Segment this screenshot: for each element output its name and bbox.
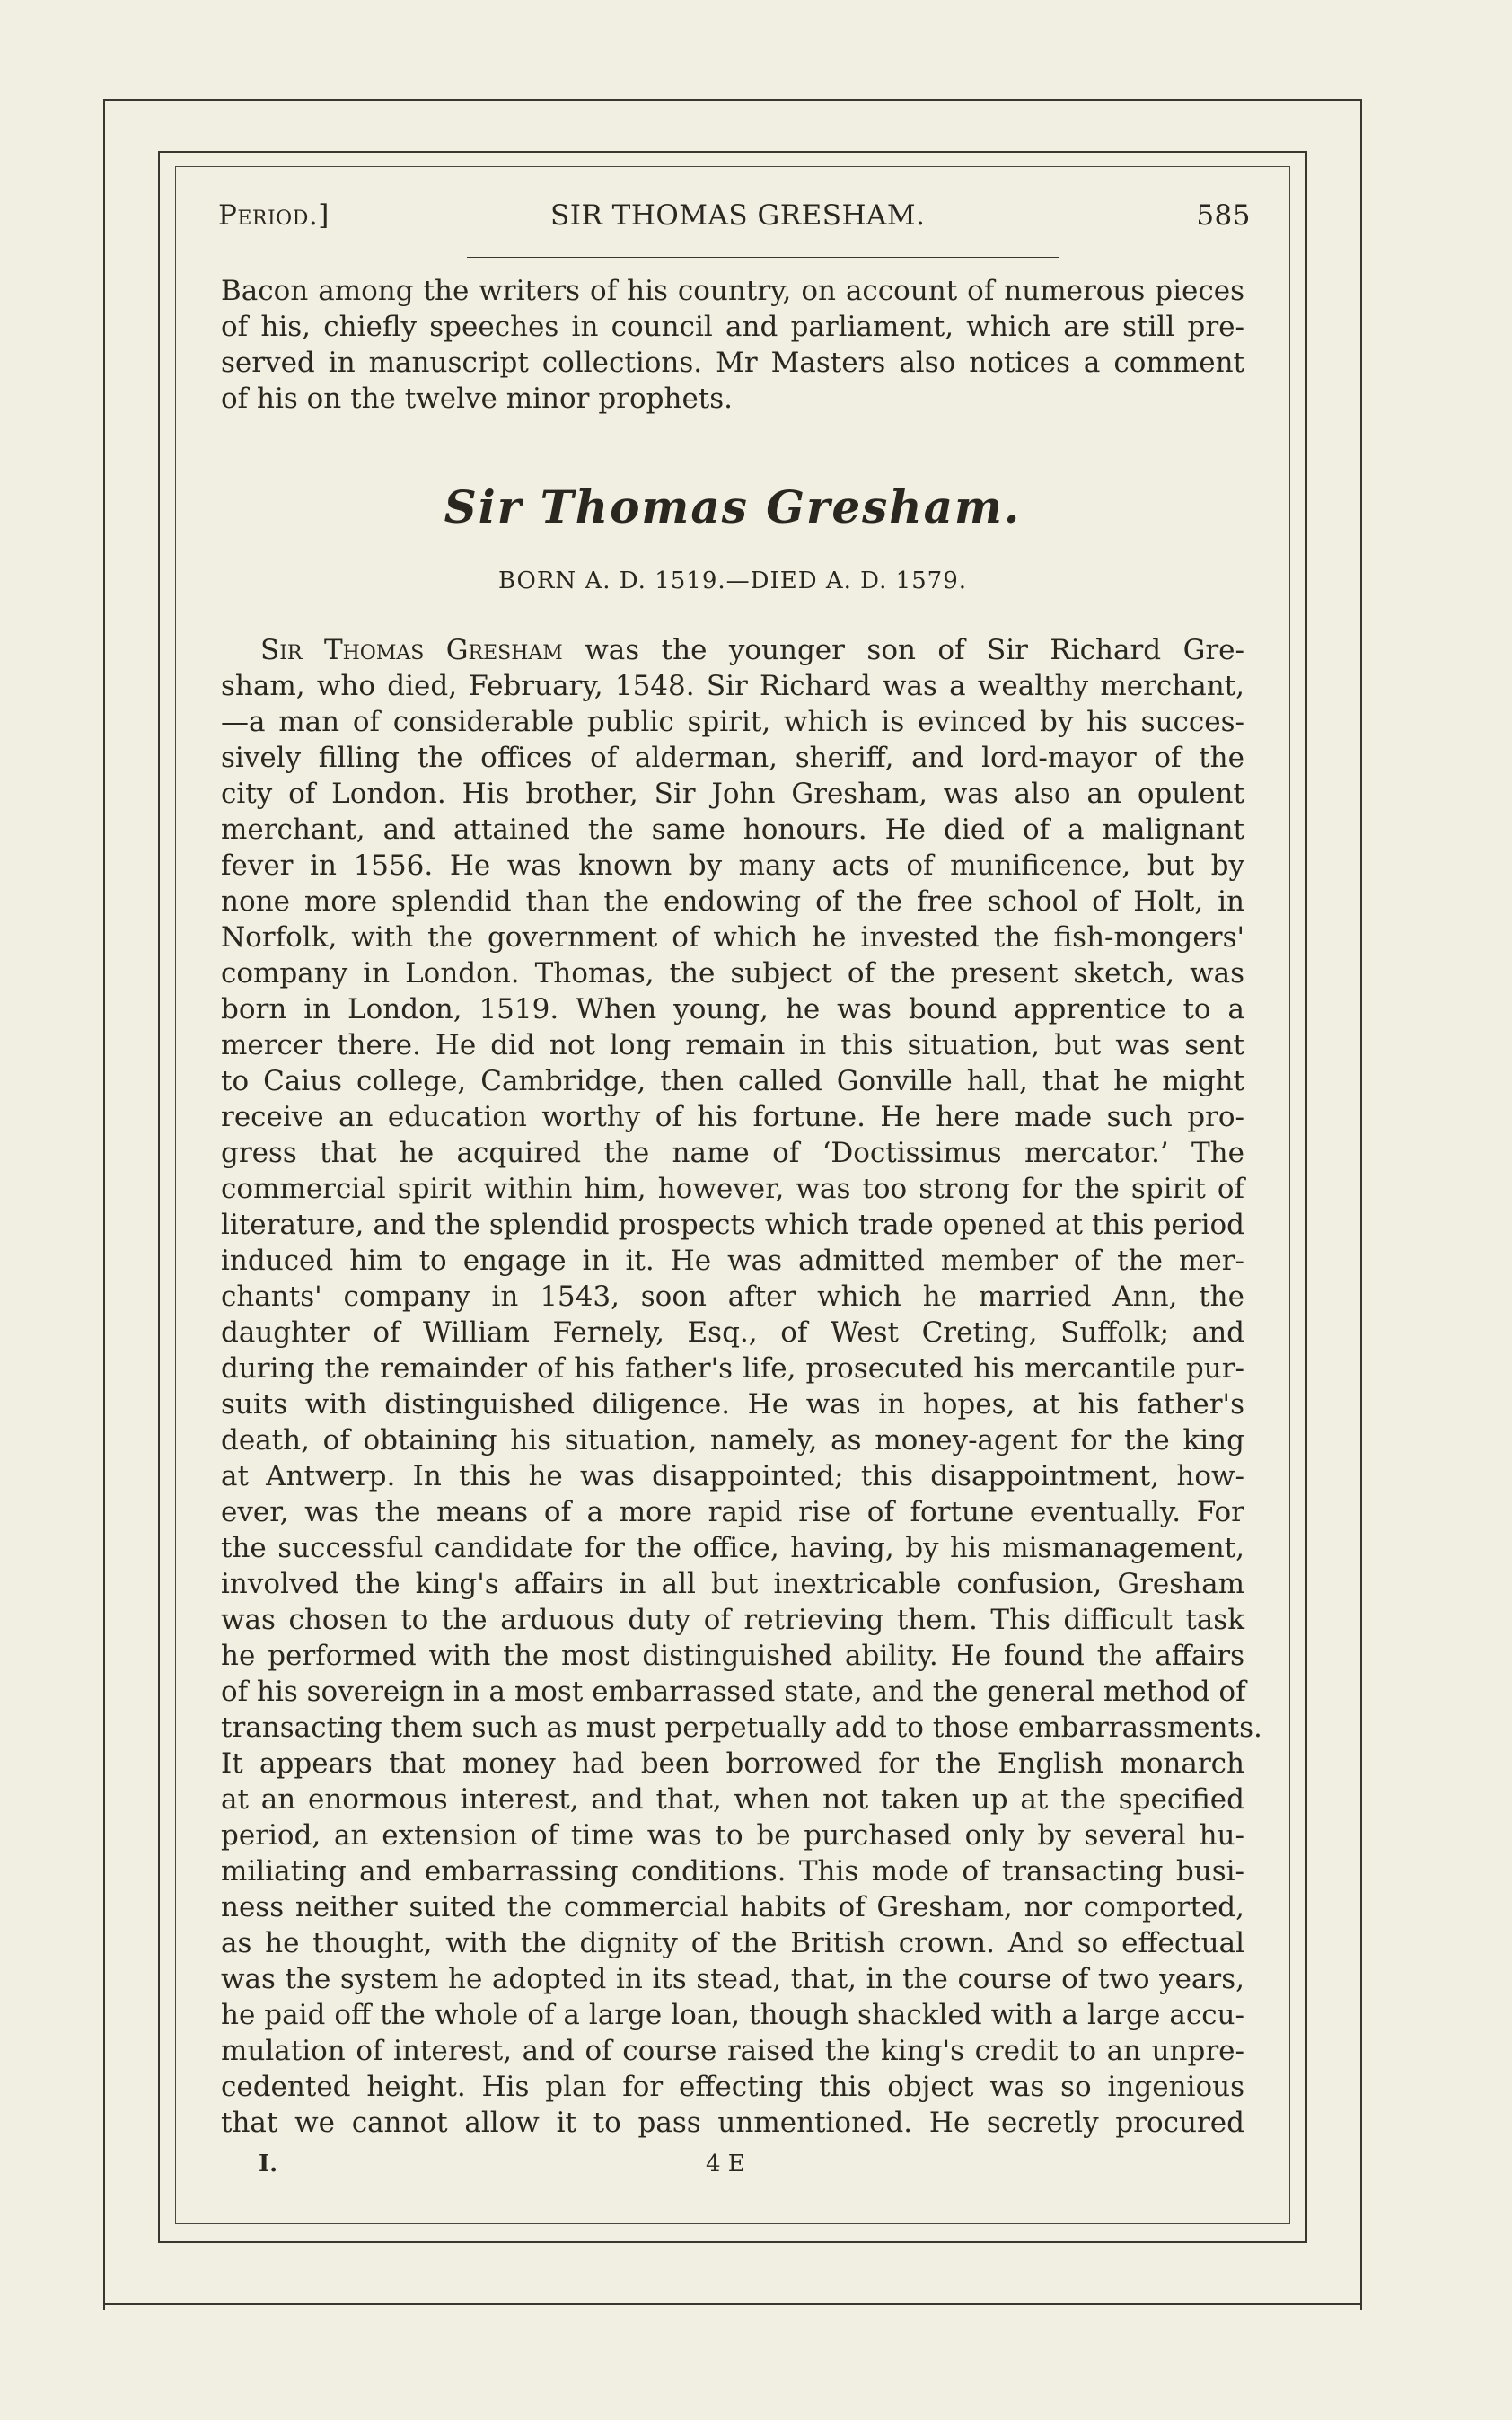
text-line: death, of obtaining his situation, namely, as money-agent for the king [221,1424,1244,1456]
text-line: cedented height. His plan for effecting this object was so ingenious [221,2071,1244,2103]
signature-mark-left: I. [259,2151,278,2178]
article-body [221,632,1262,2141]
article-title: Sir Thomas Gresham. [444,480,1022,533]
text-line: receive an education worthy of his fortune. He here made such pro- [221,1101,1244,1133]
text-line: of his sovereign in a most embarrassed state, and the general method of [221,1676,1246,1708]
text-line: company in London. Thomas, the subject of the present sketch, was [221,957,1244,990]
text-line: sham, who died, February, 1548. Sir Richard was a wealthy merchant, [221,670,1244,702]
text-line: was the system he adopted in its stead, that, in the course of two years, [221,1963,1244,1995]
header-title: SIR THOMAS GRESHAM. [550,199,926,232]
running-header [218,199,1251,239]
text-line: he paid off the whole of a large loan, though shackled with a large accu- [221,1999,1244,2031]
text-line: merchant, and attained the same honours. He died of a malignant [221,814,1244,846]
text-line: as he thought, with the dignity of the British crown. And so effectual [221,1927,1244,1959]
text-line: ever, was the means of a more rapid rise of fortune eventually. For [221,1496,1244,1528]
page-number: 585 [1196,199,1251,232]
intro-paragraph [221,273,1244,417]
text-line: ness neither suited the commercial habits of Gresham, nor comported, [221,1891,1244,1923]
text-line: that we cannot allow it to pass unmentioned. He secretly procured [221,2107,1244,2139]
text-line: the successful candidate for the office, having, by his mismanagement, [221,1532,1244,1564]
text-line: Norfolk, with the government of which he invested the fish-mongers' [221,921,1244,954]
text-line: involved the king's affairs in all but inextricable confusion, Gresham [221,1568,1244,1600]
text-line: at an enormous interest, and that, when not taken up at the specified [221,1783,1244,1816]
text-line: period, an extension of time was to be purchased only by several hu- [221,1819,1244,1852]
text-line: fever in 1556. He was known by many acts of munificence, but by [221,849,1244,882]
text-line: mulation of interest, and of course raised the king's credit to an unpre- [221,2035,1244,2067]
text-line: commercial spirit within him, however, was too strong for the spirit of [221,1173,1244,1205]
first-line-rest: was the younger son of Sir Richard Gre- [562,634,1244,666]
header-section-label: Period.] [218,199,330,232]
text-line: mercer there. He did not long remain in this situation, but was sent [221,1029,1244,1061]
text-line: during the remainder of his father's life, prosecuted his mercantile pur- [221,1352,1244,1385]
signature-mark-center: 4 E [706,2151,745,2178]
text-line: chants' company in 1543, soon after which he married Ann, the [221,1280,1244,1313]
text-line: suits with distinguished diligence. He was in hopes, at his father's [221,1388,1244,1421]
text-line: literature, and the splendid prospects which trade opened at this period [221,1209,1244,1241]
text-line: to Caius college, Cambridge, then called Gonville hall, that he might [221,1065,1244,1097]
text-line: —a man of considerable public spirit, which is evinced by his succes- [221,706,1244,738]
text-line: born in London, 1519. When young, he was bound apprentice to a [221,993,1244,1025]
text-line: It appears that money had been borrowed for the English monarch [221,1747,1244,1780]
text-line: of his, chiefly speeches in council and parliament, which are still pre- [221,311,1244,343]
text-line: he performed with the most distinguished ability. He found the affairs [221,1640,1244,1672]
text-line: gress that he acquired the name of ‘Doctissimus mercator.’ The [221,1137,1244,1169]
text-line: transacting them such as must perpetually add to those embarrassments. [221,1712,1262,1744]
text-line: daughter of William Fernely, Esq., of West Creting, Suffolk; and [221,1316,1244,1349]
text-line: miliating and embarrassing conditions. This mode of transacting busi- [221,1855,1244,1888]
text-line: induced him to engage in it. He was admitted member of the mer- [221,1245,1244,1277]
text-line: Bacon among the writers of his country, on account of numerous pieces [221,275,1244,307]
article-first-line [221,632,1244,668]
outer-frame-bottom-rule [103,2303,1360,2305]
text-line: was chosen to the arduous duty of retrieving them. This difficult task [221,1604,1244,1636]
opening-words: Sir Thomas Gresham [260,634,563,666]
text-line: served in manuscript collections. Mr Masters also notices a comment [221,347,1244,379]
text-line: sively filling the offices of alderman, sheriff, and lord-mayor of the [221,742,1244,774]
text-line: none more splendid than the endowing of the free school of Holt, in [221,885,1244,918]
article-dates: BORN A. D. 1519.—DIED A. D. 1579. [497,568,968,594]
text-line: of his on the twelve minor prophets. [221,383,734,415]
text-line: city of London. His brother, Sir John Gresham, was also an opulent [221,778,1244,810]
text-line: at Antwerp. In this he was disappointed; this disappointment, how- [221,1460,1244,1492]
header-rule [467,257,1059,258]
